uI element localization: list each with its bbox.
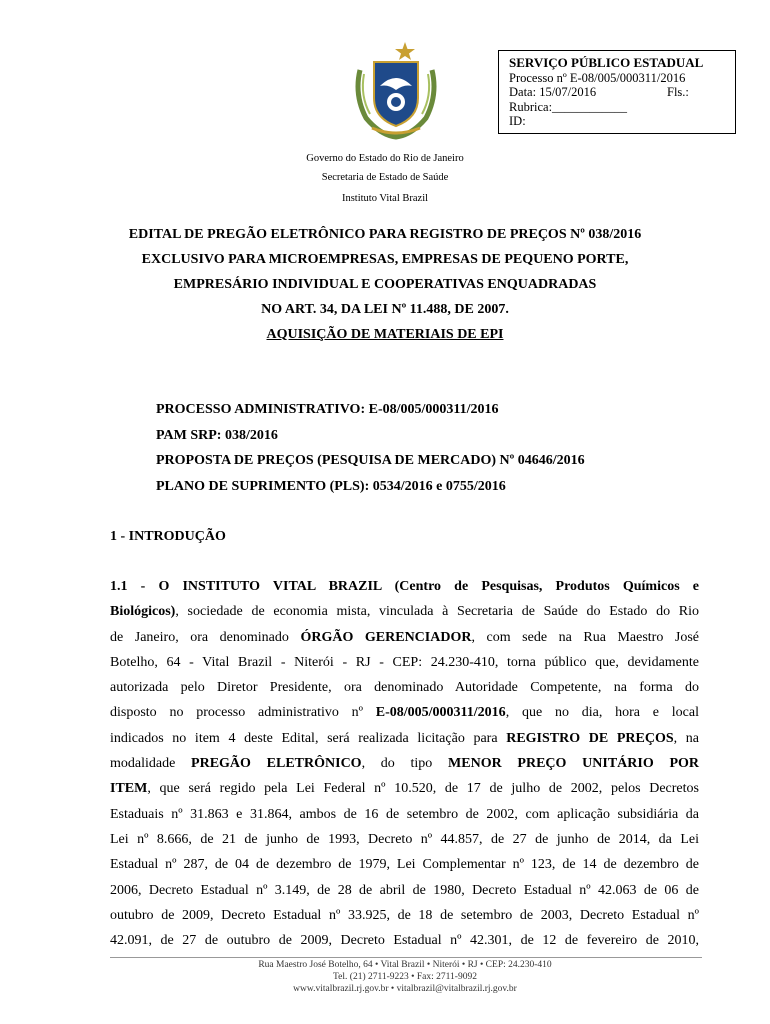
body-line: Estaduais nº 31.863 e 31.864, ambos de 16 de setembro de 2002, com aplicação subsidiária da: [110, 806, 699, 822]
coat-of-arms-emblem: [350, 40, 442, 140]
body-text: de Janeiro, ora denominado: [110, 629, 289, 645]
stamp-title: SERVIÇO PÚBLICO ESTADUAL: [509, 55, 704, 70]
body-bold-text: Biológicos): [110, 604, 176, 620]
body-line: Estadual nº 287, de 04 de dezembro de 1979, Lei Complementar nº 123, de 14 de dezembro de: [110, 857, 699, 873]
body-bold-text: E-08/005/000311/2016: [375, 705, 506, 721]
introduction-paragraph: [110, 574, 699, 953]
title-line-1: EDITAL DE PREGÃO ELETRÔNICO PARA REGISTRO DE PREÇOS Nº 038/2016: [128, 227, 642, 242]
body-bold-text: ITEM: [110, 781, 148, 797]
pam-srp: PAM SRP: 038/2016: [156, 428, 278, 443]
footer-divider: [110, 957, 702, 958]
stamp-id: ID:: [509, 114, 526, 128]
body-bold-text: ÓRGÃO GERENCIADOR: [300, 629, 472, 645]
body-line: Lei nº 8.666, de 21 de junho de 1993, Decreto nº 44.857, de 27 de junho de 2014, da Lei: [110, 831, 699, 847]
body-line: [110, 726, 699, 751]
title-line-4: NO ART. 34, DA LEI Nº 11.488, DE 2007.: [261, 302, 509, 317]
stamp-fls: Fls.:: [667, 85, 689, 99]
body-text: disposto no processo administrativo nº: [110, 705, 363, 721]
header-secretaria: Secretaria de Estado de Saúde: [321, 172, 449, 183]
body-line: Botelho, 64 - Vital Brazil - Niterói - RJ - CEP: 24.230-410, torna público que, devidamente: [110, 654, 699, 670]
body-text: , que no dia, hora e local: [505, 705, 699, 721]
body-line: 42.091, de 27 de outubro de 2009, Decreto Estadual nº 42.301, de 12 de fevereiro de 2010,: [110, 933, 699, 949]
stamp-date-row: [509, 85, 735, 100]
body-text: , que será regido pela Lei Federal nº 10.520, de 17 de julho de 2002, pelos Decretos: [147, 781, 699, 797]
header-governo: Governo do Estado do Rio de Janeiro: [306, 153, 464, 164]
processo-administrativo: PROCESSO ADMINISTRATIVO: E-08/005/000311/2016: [156, 402, 499, 417]
body-line: 2006, Decreto Estadual nº 3.149, de 28 de abril de 1980, Decreto Estadual nº 42.063 de 06 de: [110, 882, 699, 898]
body-text: , com sede na Rua Maestro José: [471, 629, 700, 645]
body-line: [110, 574, 699, 599]
body-line: outubro de 2009, Decreto Estadual nº 33.925, de 18 de setembro de 2003, Decreto Estadual nº: [110, 907, 699, 923]
body-bold-text: MENOR PREÇO UNITÁRIO POR: [448, 756, 700, 772]
proposta-precos: PROPOSTA DE PREÇOS (PESQUISA DE MERCADO) Nº 04646/2016: [156, 453, 585, 468]
title-line-3: EMPRESÁRIO INDIVIDUAL E COOPERATIVAS ENQUADRADAS: [173, 277, 597, 292]
header-instituto: Instituto Vital Brazil: [341, 193, 429, 204]
body-line: autorizada pelo Diretor Presidente, ora denominado Autoridade Competente, na forma do: [110, 680, 699, 696]
body-line: [110, 776, 699, 801]
body-text: , na: [673, 730, 699, 746]
body-bold-text: REGISTRO DE PREÇOS: [506, 730, 674, 746]
body-text: , sociedade de economia mista, vinculada à Secretaria de Saúde do Estado do Rio: [175, 604, 699, 620]
stamp-rubrica: Rubrica:____________: [509, 99, 628, 114]
body-line: [110, 599, 699, 624]
body-line: [110, 700, 699, 725]
protocol-stamp-box: [498, 50, 736, 134]
body-line: [110, 751, 699, 776]
body-text: indicados no item 4 deste Edital, será realizada licitação para: [110, 730, 498, 746]
stamp-data: Data: 15/07/2016: [509, 85, 597, 99]
footer-address: Rua Maestro José Botelho, 64 • Vital Brazil • Niterói • RJ • CEP: 24.230-410: [258, 960, 552, 970]
body-text: modalidade: [110, 756, 176, 772]
body-text: , do tipo: [361, 756, 433, 772]
body-line: [110, 625, 699, 650]
body-bold-text: PREGÃO ELETRÔNICO: [191, 756, 362, 772]
section-heading: 1 - INTRODUÇÃO: [110, 529, 226, 544]
stamp-processo: Processo nº E-08/005/000311/2016: [509, 70, 686, 85]
title-line-5: AQUISIÇÃO DE MATERIAIS DE EPI: [266, 327, 504, 342]
footer-web: www.vitalbrazil.rj.gov.br • vitalbrazil@vitalbrazil.rj.gov.br: [293, 984, 517, 994]
title-line-2: EXCLUSIVO PARA MICROEMPRESAS, EMPRESAS DE PEQUENO PORTE,: [141, 252, 629, 267]
body-bold-text: 1.1 - O INSTITUTO VITAL BRAZIL (Centro de Pesquisas, Produtos Químicos e: [110, 579, 699, 594]
plano-suprimento: PLANO DE SUPRIMENTO (PLS): 0534/2016 e 0755/2016: [156, 479, 506, 494]
footer-phone: Tel. (21) 2711-9223 • Fax: 2711-9092: [333, 972, 477, 982]
